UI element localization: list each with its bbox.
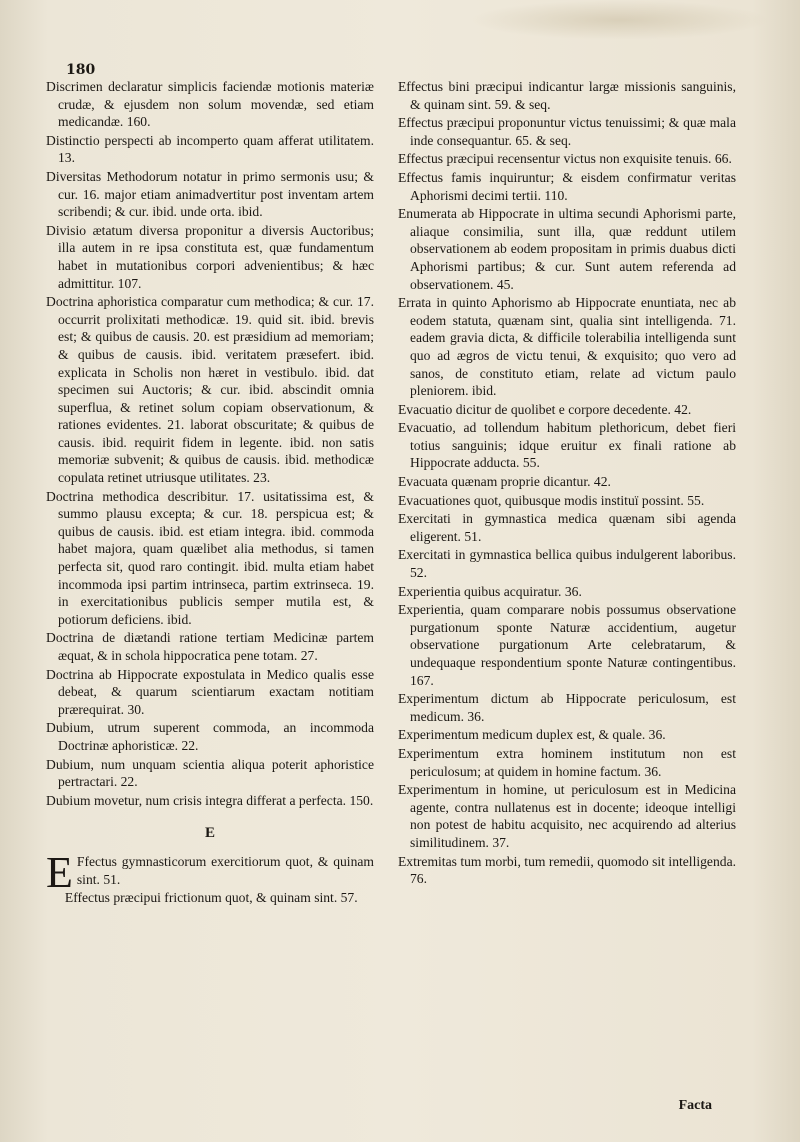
index-entry: Experimentum extra hominem institutum non est periculosum; at quidem in homine factum. 36. — [398, 745, 736, 779]
index-entry: Exercitati in gymnastica medica quænam sibi agenda eligerent. 51. — [398, 511, 736, 544]
entry-text: Ffectus gymnasticorum exercitiorum quot, & quinam sint. 51. — [76, 853, 374, 887]
index-entry: Effectus famis inquiruntur; & eisdem confirmatur veritas Aphorismi decimi tertii. 110. — [398, 169, 736, 203]
index-entry: Diversitas Methodorum notatur in primo sermonis usu; & cur. 16. major etiam animadvertitur post inventam artem scribendi; & cur. ibid. unde orta. ibid. — [46, 168, 374, 220]
index-entry: Evacuatio, ad tollendum habitum plethoricum, debet fieri totius sanguinis; idque eruitur ex finali ratione ab Hippocrate adducta. 55. — [398, 420, 736, 471]
index-entry — [46, 889, 374, 907]
index-entry: Enumerata ab Hippocrate in ultima secundi Aphorismi parte, aliaque consimilia, sunt illa, quæ reddunt utilem observationem ab eodem propositam in primis duabus dicti Aphorismi partibus; & cur. Sunt autem referenda ad observationem. 45. — [398, 206, 736, 292]
index-entry: Experimentum dictum ab Hippocrate periculosum, est medicum. 36. — [398, 691, 736, 724]
index-entry: Divisio ætatum diversa proponitur a diversis Auctoribus; illa autem in re ipsa constituta est, quæ fundamentum habet in mutationibus corpori advenientibus; & hæc admittitur. 107. — [46, 222, 374, 291]
index-entry: Evacuationes quot, quibusque modis instituï possint. 55. — [398, 492, 705, 508]
entry-text: Effectus præcipui frictionum quot, & quinam sint. 57. — [64, 890, 358, 906]
index-entry: Doctrina de diætandi ratione tertiam Medicinæ partem æquat, & in schola hippocratica pene totam. 27. — [46, 630, 374, 663]
index-entry: Evacuatio dicitur de quolibet e corpore decedente. 42. — [398, 401, 692, 417]
right-column — [398, 78, 736, 889]
index-entry: Exercitati in gymnastica bellica quibus indulgerent laboribus. 52. — [398, 547, 736, 581]
index-entry: Dubium, utrum superent commoda, an incommoda Doctrinæ aphoristicæ. 22. — [46, 720, 374, 753]
section-letter: E — [204, 825, 215, 842]
left-column — [46, 78, 374, 908]
page-number: 180 — [66, 62, 96, 78]
index-entry: Effectus bini præcipui indicantur largæ missionis sanguinis, & quinam sint. 59. & seq. — [398, 79, 736, 112]
index-entry: Effectus præcipui recensentur victus non exquisite tenuis. 66. — [398, 151, 732, 167]
index-entry: Experientia, quam comparare nobis possumus observatione purgationum sponte Naturæ accidentium, augetur observatione purgationum Arte celebratarum, & undequaque respondentium sponte Naturæ contingentibus. 167. — [398, 602, 736, 688]
index-entry: Dubium, num unquam scientia aliqua poterit aphoristice pertractari. 22. — [46, 756, 374, 790]
index-entry: Extremitas tum morbi, tum remedii, quomodo sit intelligenda. 76. — [398, 853, 736, 887]
right-entries — [398, 78, 736, 888]
index-entry: Distinctio perspecti ab incomperto quam afferat utilitatem. 13. — [46, 132, 374, 166]
index-entry: Dubium movetur, num crisis integra differat a perfecta. 150. — [46, 792, 374, 808]
index-entry: Experimentum in homine, ut periculosum est in Medicina agente, contra nullatenus est in docente; ideoque intelligi non potest de habitu acquisito, nec acquirendo ad alterius similitudinem. 37. — [398, 782, 736, 850]
index-entry: Effectus præcipui proponuntur victus tenuissimi; & quæ mala inde consequantur. 65. & seq. — [398, 115, 736, 148]
section-e-entries — [46, 847, 374, 907]
index-entry: Doctrina aphoristica comparatur cum methodica; & cur. 17. occurrit prolixitati methodicæ. 19. quid sit. ibid. brevis est; & quibus de causis. 20. est præsidium ad memoriam; & quibus de causis. ibid. veritatem præsefert. ibid. explicata in Scholis non hæret in vestibulo. ibid. dat specimen sui Auctoris; & cur. ibid. abscindit omnia superflua, & retinet solum copiam observationum, & rationes evidentes. 21. laborat obscuritate; & quibus de causis. ibid. requirit fidem in legente. ibid. non satis memoriæ subvenit; & quibus de causis. ibid. methodicæ copulata retinet utriusque utilitates. 23. — [46, 294, 374, 486]
index-entry: Experimentum medicum duplex est, & quale. 36. — [398, 727, 666, 743]
drop-cap: E — [46, 847, 73, 897]
catchword: Facta — [678, 1098, 712, 1113]
index-entry: Doctrina ab Hippocrate expostulata in Medico qualis esse debeat, & quarum scientiarum exactam notitiam prærequirat. 30. — [46, 666, 374, 717]
index-entry: Discrimen declaratur simplicis faciendæ motionis materiæ crudæ, & ejusdem non solum movendæ, sed etiam medicandæ. 160. — [46, 79, 374, 130]
index-entry: Evacuata quænam proprie dicantur. 42. — [398, 474, 611, 490]
index-entry: Doctrina methodica describitur. 17. usitatissima est, & summo plausu excepta; & cur. 18. perspicua est; & quibus de causis. ibid. est etiam integra. ibid. commoda habet majora, quam quælibet alia methodus, si tamen perfecta sit, quod raro contingit. ibid. multa etiam habet incommoda ipsi partim intrinseca, partim extrinseca. 19. in exercitationibus publicis semper mutila est, & potiorum deficiens. ibid. — [46, 488, 374, 627]
index-entry: Errata in quinto Aphorismo ab Hippocrate enuntiata, nec ab eodem statuta, quænam sint, qualia sint intelligenda. 71. eadem gravia dicta, & difficile tolerabilia intelligenda sunt quo ad ægros de victu tenui, & exquisito; quo vero ad sanos, de constituto etiam, relate ad victum paulo pleniorem. ibid. — [398, 295, 736, 399]
index-entry: Experientia quibus acquiratur. 36. — [398, 583, 582, 599]
left-entries — [46, 78, 374, 809]
paper-stain — [470, 0, 770, 40]
index-entry — [46, 847, 374, 897]
